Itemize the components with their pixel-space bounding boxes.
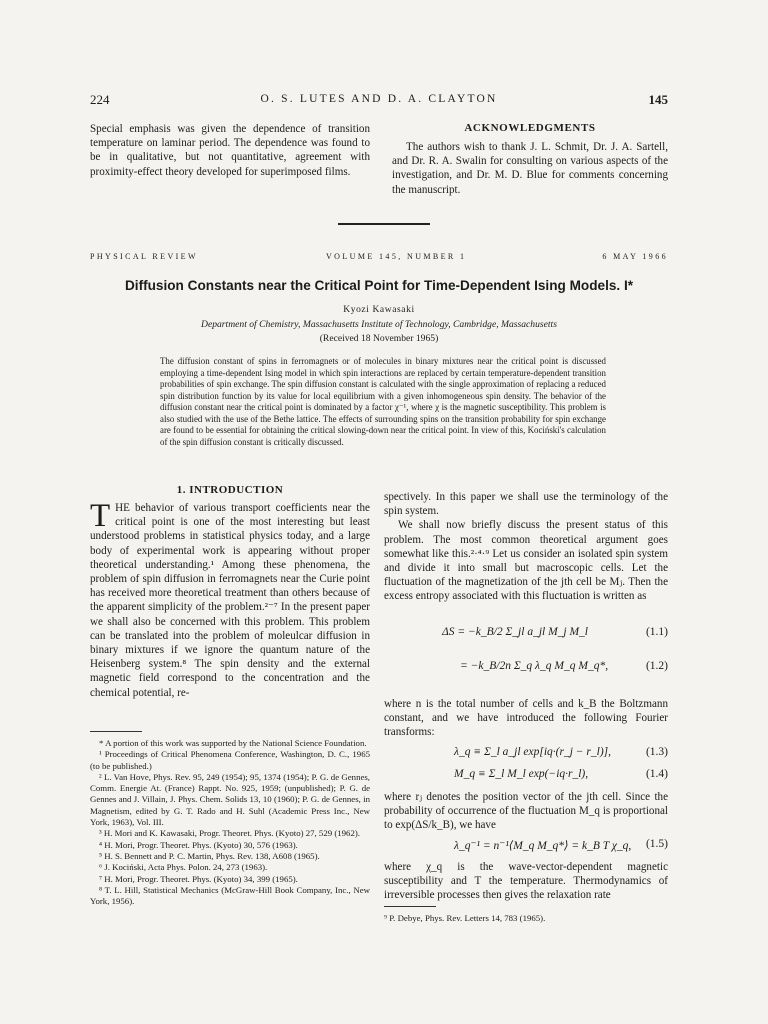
article-title: Diffusion Constants near the Critical Point for Time-Dependent Ising Models. I* — [124, 278, 634, 293]
footnote: ⁹ P. Debye, Phys. Rev. Letters 14, 783 (1965). — [384, 913, 546, 923]
footnotes-right — [384, 906, 668, 924]
section-heading: 1. INTRODUCTION — [176, 484, 284, 496]
equation-1-3 — [384, 746, 668, 764]
footnote: ⁷ H. Mori, Progr. Theoret. Phys. (Kyoto) 34, 399 (1965). — [99, 873, 298, 884]
equation-number: (1.1) — [645, 626, 668, 638]
footnotes-left — [90, 731, 370, 907]
equation-number: (1.3) — [645, 746, 668, 758]
equation-1-5 — [384, 838, 668, 856]
running-head — [90, 92, 668, 110]
page-number-left: 224 — [90, 92, 110, 107]
footnote: * A portion of this work was supported by the National Science Foundation. — [99, 738, 367, 748]
drop-cap: T — [90, 498, 111, 534]
equation-text: λ_q ≡ Σ_l a_jl exp[iq·(r_j − r_l)], — [454, 746, 612, 758]
equation-1-2 — [384, 660, 668, 678]
journal-volume: VOLUME 145, NUMBER 1 — [326, 252, 467, 261]
footnote-rule — [90, 731, 142, 732]
right-paragraph: We shall now briefly discuss the present status of this problem. The most common theoretical argument goes somewhat like this.²·⁴·⁹ Let us consider an isolated spin system and divide it into small but macroscopic cells. Let the fluctuation of the magnetization of the jth cell be Mⱼ. Then the excess entropy associated with this fluctuation is written as — [384, 519, 668, 603]
footnote: ⁴ H. Mori, Progr. Theoret. Phys. (Kyoto) 30, 576 (1963). — [99, 839, 298, 850]
acknowledgments-heading: ACKNOWLEDGMENTS — [464, 122, 596, 134]
article-abstract: The diffusion constant of spins in ferromagnets or of molecules in binary mixtures near the critical point is discussed employing a time-dependent Ising model in which spin interactions are replaced by certain temperature-dependent transition probabilities of spin exchange. The spin diffusion constant is calculated with the single approximation of replacing a reduced spin distribution function by its value for local equilibrium with a given inhomogeneous spin density. The behavior of the diffusion constant near the critical point is dominated by a factor χ⁻¹, where χ is the magnetic susceptibility. This problem is also studied with the use of the Bethe lattice. The effects of surrounding spins on the transition probability for spin exchange are found to be essential for obtaining the critical slowing-down near the critical point. In view of this, Kociński's calculation of the spin diffusion constant is critically discussed. — [160, 356, 606, 447]
right-paragraph: where n is the total number of cells and k_B the Boltzmann constant, and we have introduced the following Fourier transforms: — [384, 698, 668, 739]
equation-1-4 — [384, 768, 668, 786]
equation-number: (1.4) — [645, 768, 668, 780]
right-paragraph: where rⱼ denotes the position vector of the jth cell. Since the probability of occurrence of the fluctuation M_q is proportional to exp(ΔS/k_B), we have — [384, 791, 668, 832]
equation-number: (1.2) — [645, 660, 668, 672]
footnote: ⁵ H. S. Bennett and P. C. Martin, Phys. Rev. 138, A608 (1965). — [99, 850, 320, 861]
article-received-date: (Received 18 November 1965) — [319, 333, 439, 344]
intro-paragraph — [90, 498, 370, 700]
article-affiliation: Department of Chemistry, Massachusetts Institute of Technology, Cambridge, Massachusetts — [201, 319, 557, 330]
right-paragraph: spectively. In this paper we shall use the terminology of the spin system. — [384, 491, 668, 518]
article-divider — [338, 223, 430, 225]
footnote: ¹ Proceedings of Critical Phenomena Conference, Washington, D. C., 1965 (to be published.) — [90, 749, 370, 771]
right-paragraph: where χ_q is the wave-vector-dependent magnetic susceptibility and T the temperature. Thermodynamics of irreversible processes then gives the relaxation rate — [384, 861, 668, 902]
previous-article-text: Special emphasis was given the dependence of transition temperature on laminar period. The dependence was found to be in qualitative, but not quantitative, agreement with proximity-effect theory developed for superimposed films. — [90, 123, 370, 178]
footnote: ² L. Van Hove, Phys. Rev. 95, 249 (1954); 95, 1374 (1954); P. G. de Gennes, Comm. Energie At. (France) Rappt. No. 925, 1959; (unpublished); P. G. de Gennes and J. Villain, J. Phys. Chem. Solids 13, 10 (1960); P. G. de Gennes, in Magnetism, edited by G. T. Rado and H. Suhl (Academic Press Inc., New York, 1963), Vol. III. — [90, 771, 370, 828]
article-author: Kyozi Kawasaki — [343, 305, 415, 315]
equation-text: = −k_B/2n Σ_q λ_q M_q M_q*, — [460, 660, 609, 672]
equation-text: λ_q⁻¹ = n⁻¹⟨M_q M_q*⟩ = k_B T χ_q, — [454, 840, 632, 852]
acknowledgments-text: The authors wish to thank J. L. Schmit, Dr. J. A. Sartell, and Dr. R. A. Swalin for consulting on various aspects of the investigation, and Dr. M. D. Blue for comments concerning the manuscript. — [392, 141, 668, 196]
equation-text: M_q ≡ Σ_l M_l exp(−iq·r_l), — [454, 768, 589, 780]
journal-line — [90, 252, 668, 266]
right-column-text — [384, 490, 668, 604]
equation-number: (1.5) — [645, 838, 668, 850]
running-head-authors: O. S. LUTES AND D. A. CLAYTON — [260, 93, 498, 105]
intro-text: HE behavior of various transport coefficients near the critical point is one of the most interesting but least understood problems in statistical physics today, and a large body of experimental work is appearing without proper theoretical understanding.¹ Among these phenomena, the problem of spin diffusion in ferromagnets near the Curie point has received more theoretical treatment than others because of the apparent simplicity of the problem.²⁻⁷ In the present paper we shall also be concerned with this problem. This problem can be translated into the problem of moleulcar diffusion in binary mixtures if we ignore the quantum nature of the Heisenberg system.⁸ The spin density and the external magnetic field correspond to the concentration and the chemical potential, re- — [90, 502, 370, 699]
equation-1-1 — [384, 626, 668, 644]
journal-name: PHYSICAL REVIEW — [90, 252, 198, 261]
page-number-right: 145 — [648, 92, 668, 107]
footnote-rule — [384, 906, 436, 907]
footnote: ⁶ J. Kociński, Acta Phys. Polon. 24, 273 (1963). — [99, 862, 268, 873]
journal-date: 6 MAY 1966 — [602, 252, 668, 261]
footnote: ⁸ T. L. Hill, Statistical Mechanics (McGraw-Hill Book Company, Inc., New York, 1956). — [90, 884, 370, 907]
equation-text: ΔS = −k_B/2 Σ_jl a_jl M_j M_l — [442, 626, 589, 638]
footnote: ³ H. Mori and K. Kawasaki, Progr. Theoret. Phys. (Kyoto) 27, 529 (1962). — [99, 828, 360, 839]
